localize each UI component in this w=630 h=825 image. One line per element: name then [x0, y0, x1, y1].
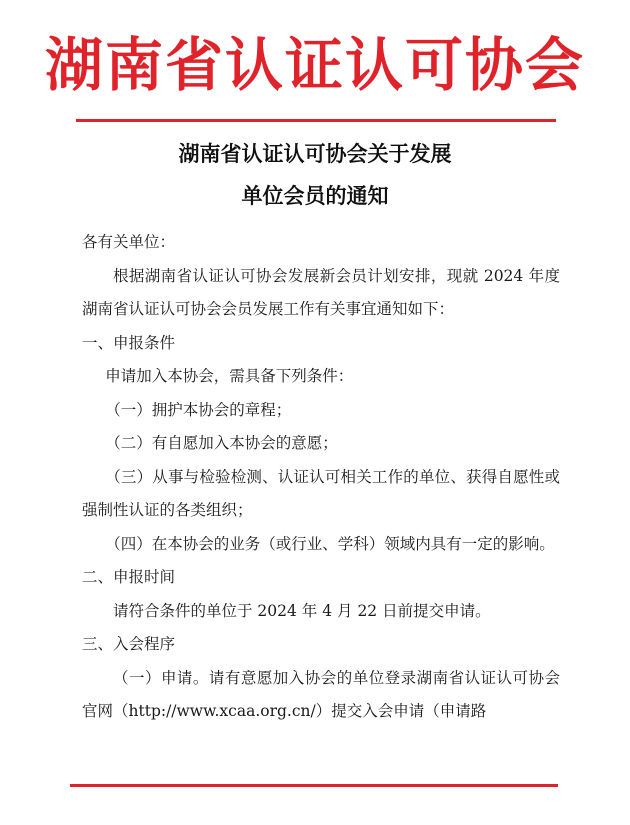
time-paragraph: 请符合条件的单位于 2024 年 4 月 22 日前提交申请。 [113, 601, 491, 620]
notice-body [82, 226, 560, 729]
notice-title-line-2: 单位会员的通知 [241, 184, 389, 208]
intro-paragraph: 根据湖南省认证认可协会发展新会员计划安排，现就 2024 年度湖南省认证认可协会会员发展工作有关事宜通知如下： [82, 266, 560, 318]
condition-item-2: （二）有自愿加入本协会的意愿； [105, 434, 338, 452]
section-heading-time: 二、申报时间 [82, 568, 176, 586]
condition-item-3: （三）从事与检验检测、认证认可相关工作的单位、获得自愿性或强制性认证的各类组织； [82, 467, 560, 519]
notice-title-line-1: 湖南省认证认可协会关于发展 [178, 142, 452, 166]
conditions-lead: 申请加入本协会，需具备下列条件： [105, 367, 354, 385]
letterhead-red-rule [76, 119, 556, 122]
letterhead-title: 湖南省认证认可协会 [44, 31, 585, 99]
condition-item-1: （一）拥护本协会的章程； [105, 400, 292, 419]
footer-red-rule [70, 784, 558, 787]
procedure-paragraph: （一）申请。请有意愿加入协会的单位登录湖南省认证认可协会官网（http://www.xcaa.org.cn/）提交入会申请（申请路 [82, 668, 560, 720]
section-heading-conditions: 一、申报条件 [82, 333, 176, 352]
section-heading-procedure: 三、入会程序 [82, 635, 176, 653]
salutation: 各有关单位： [82, 233, 176, 251]
condition-item-4: （四）在本协会的业务（或行业、学科）领域内具有一定的影响。 [105, 534, 555, 553]
